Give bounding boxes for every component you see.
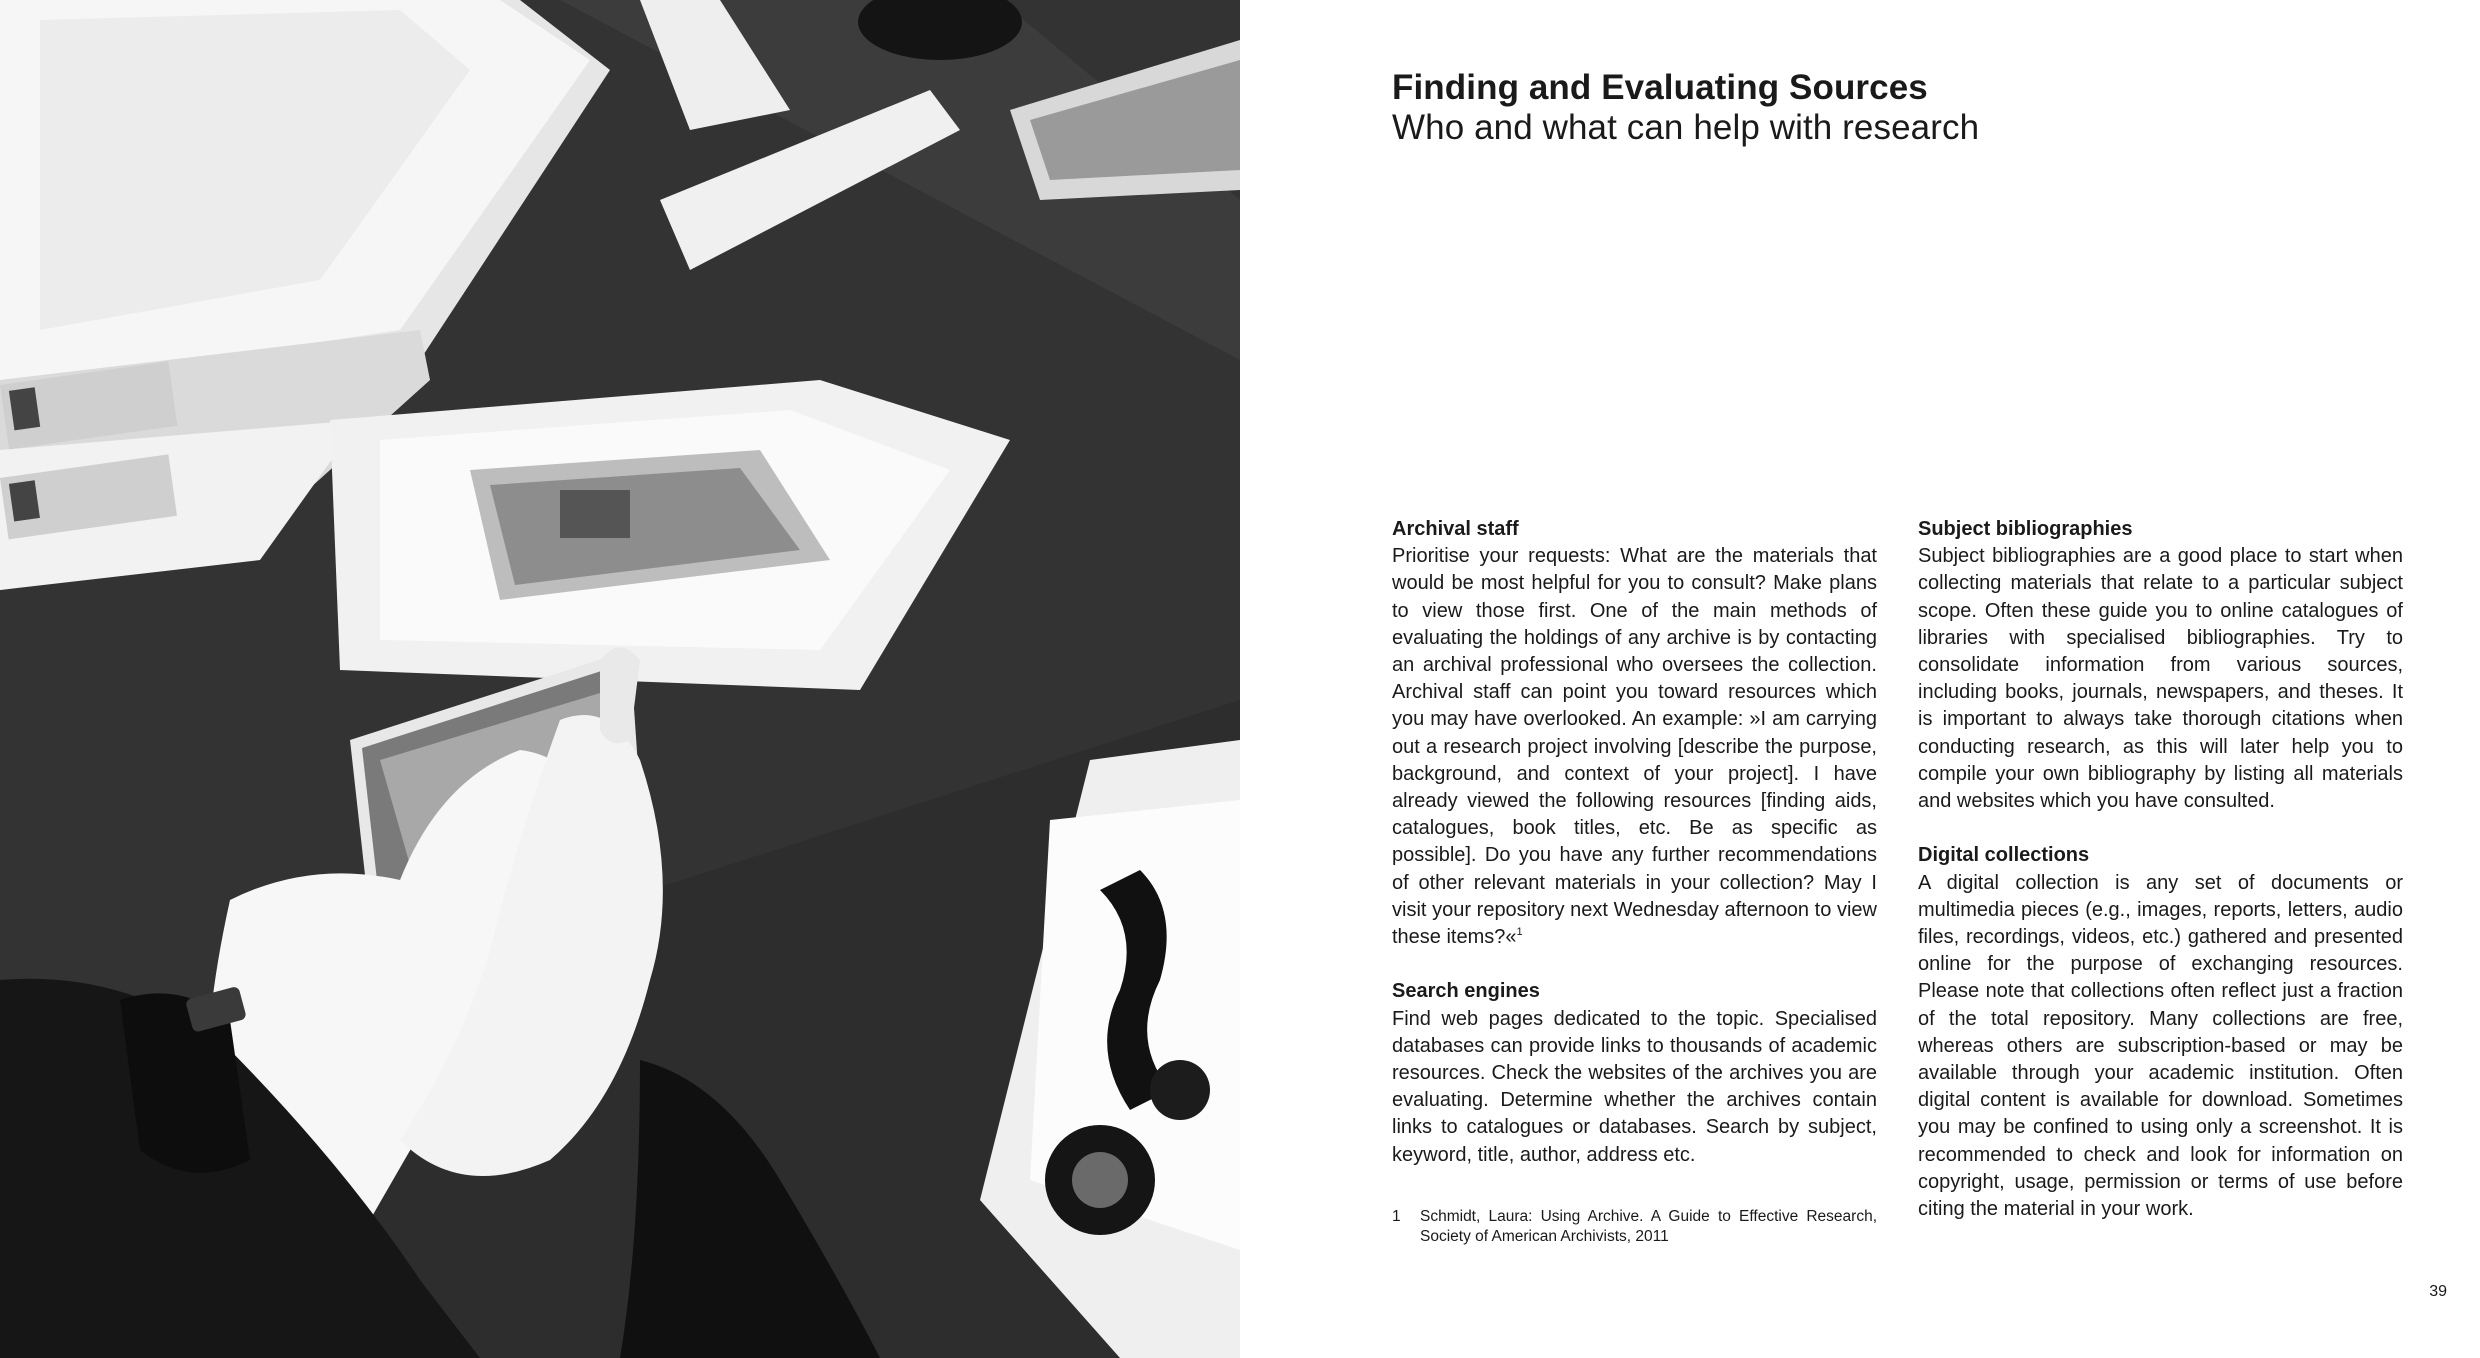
section-subject-bibliographies: [1918, 516, 2403, 815]
section-body-digital-collections: A digital collection is any set of documents or multimedia pieces (e.g., images, reports, letters, audio files, recordings, videos, etc.) gathered and presented online for the purpose of exchanging resources. Please note that collections often reflect just a fraction of the total repository. Many collections are free, whereas others are subscription-based or may be available through your academic institution. Often digital content is available for download. Sometimes you may be confined to using only a screenshot. It is recommended to check and look for information on copyright, usage, permission or terms of use before citing the material in your work.: [1918, 871, 2403, 1221]
section-body-search-engines: Find web pages dedicated to the topic. Specialised databases can provide links to thousands of academic resources. Check the websites of the archives you are evaluating. Determine whether the archives contain links to catalogues or databases. Search by subject, keyword, title, author, address etc.: [1392, 1007, 1877, 1166]
page-subtitle: Who and what can help with research: [1392, 108, 1980, 147]
footnote-text: Schmidt, Laura: Using Archive. A Guide to Effective Research, Society of American Archivists, 2011: [1420, 1208, 1877, 1245]
section-digital-collections: [1918, 842, 2403, 1223]
section-search-engines: [1392, 978, 1877, 1168]
text-page: [1240, 0, 2480, 1358]
footnote-number: 1: [1392, 1208, 1401, 1225]
section-title-digital-collections: Digital collections: [1918, 844, 2090, 867]
right-text-column: [1918, 516, 2403, 1250]
left-text-column: [1392, 516, 1877, 1196]
section-body-archival-staff: [1392, 543, 1877, 951]
footnote: [1392, 1207, 1877, 1247]
page-heading: [1392, 68, 2292, 148]
page-number: 39: [2429, 1283, 2447, 1300]
section-title-subject-bibliographies: Subject bibliographies: [1918, 518, 2133, 540]
section-title-archival-staff: Archival staff: [1392, 518, 1519, 540]
page-title: Finding and Evaluating Sources: [1392, 68, 1928, 107]
archival-staff-text: Prioritise your requests: What are the materials that would be most helpful for you to consult? Make plans to view those first. One of the main methods of evaluating the holdings of any archive is by contacting an archival professional who oversees the collection. Archival staff can point you toward resources which you may have overlooked. An example: »I am carrying out a research project involving [describe the purpose, background, and context of your project]. I have already viewed the following resources [finding aids, catalogues, book titles, etc. Be as specific as possible]. Do you have any further recommendations of other relevant materials in your collection? May I visit your repository next Wednesday afternoon to view these items?«: [1392, 545, 1877, 949]
section-title-search-engines: Search engines: [1392, 980, 1540, 1003]
section-archival-staff: [1392, 516, 1877, 951]
section-body-subject-bibliographies: Subject bibliographies are a good place to start when collecting materials that relate to a particular subject scope. Often these guide you to online catalogues of libraries with specialised bibliographies. Try to consolidate information from various sources, including books, journals, newspapers, and theses. It is important to always take thorough citations when conducting research, as this will later help you to compile your own bibliography by listing all materials and websites which you have consulted.: [1918, 545, 2403, 813]
footnote-reference: 1: [1516, 926, 1523, 939]
